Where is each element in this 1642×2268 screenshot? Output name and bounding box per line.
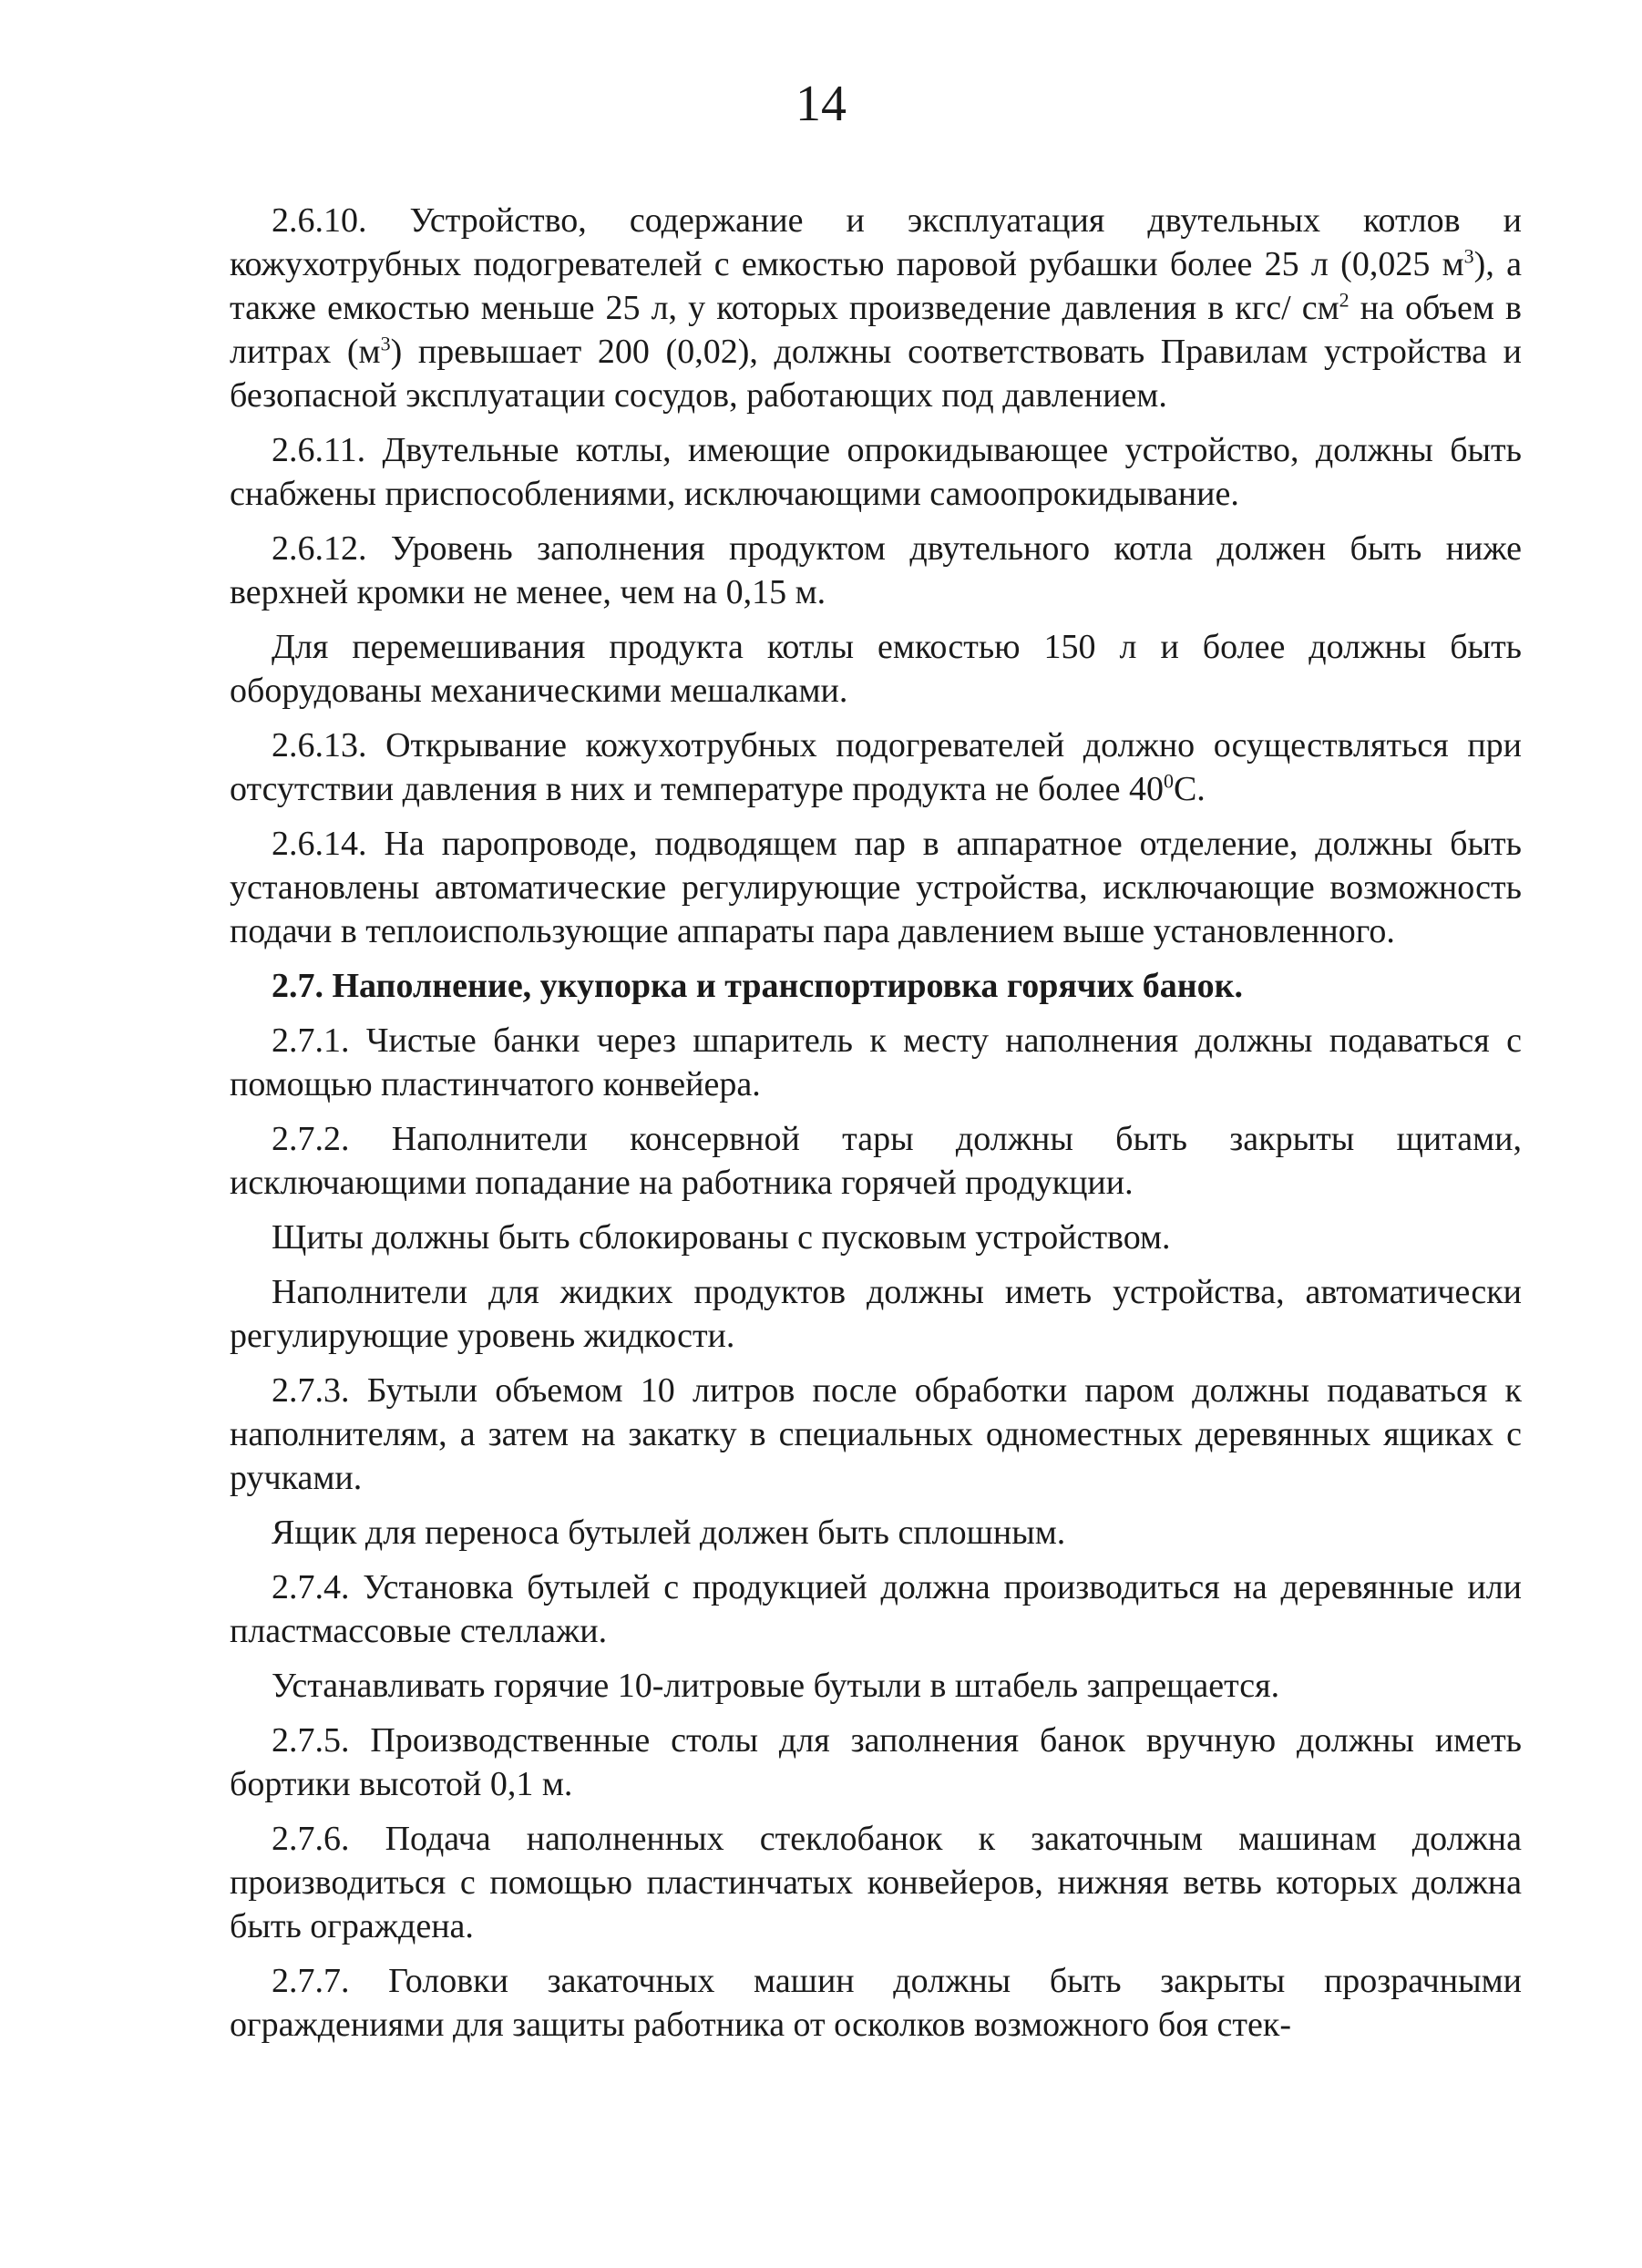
paragraph: 2.6.10. Устройство, содержание и эксплуатация двутельных котлов и кожухотрубных подогревателей с емкостью паровой рубашки более 25 л (0,025 $м^3$), а также емкостью меньше 25 л, у которых произведение давления в кгс/ $см^2$ на объем в литрах $(м^3)$ превышает 200 (0,02), должны соответствовать Правилам устройства и безопасной эксплуатации сосудов, работающих под давлением. — [230, 201, 1522, 415]
paragraph: 2.7.5. Производственные столы для заполнения банок вручную должны иметь бортики высотой 0,1 м. — [230, 1721, 1522, 1803]
section-heading: 2.7. Наполнение, укупорка и транспортировка горячих банок. — [272, 967, 1244, 1005]
paragraph: Наполнители для жидких продуктов должны иметь устройства, автоматически регулирующие уровень жидкости. — [230, 1273, 1522, 1355]
paragraph: 2.7.1. Чистые банки через шпаритель к месту наполнения должны подаваться с помощью пластинчатого конвейера. — [230, 1021, 1522, 1103]
paragraph: 2.7.3. Бутыли объемом 10 литров после обработки паром должны подаваться к наполнителям, а затем на закатку в специальных одноместных деревянных ящиках с ручками. — [230, 1371, 1522, 1497]
paragraph: Ящик для переноса бутылей должен быть сплошным. — [272, 1514, 1066, 1552]
paragraph: 2.6.12. Уровень заполнения продуктом двутельного котла должен быть ниже верхней кромки не менее, чем на 0,15 м. — [230, 529, 1522, 611]
paragraph: 2.6.13. Открывание кожухотрубных подогревателей должно осуществляться при отсутствии давления в них и температуре продукта не более $40^0С$. — [230, 726, 1522, 808]
paragraph: 2.7.7. Головки закаточных машин должны быть закрыты прозрачными ограждениями для защиты работника от осколков возможного боя стек- — [230, 1962, 1522, 2044]
paragraph: Для перемешивания продукта котлы емкостью 150 л и более должны быть оборудованы механическими мешалками. — [230, 628, 1522, 710]
page-number: 14 — [795, 76, 847, 132]
paragraph: 2.7.2. Наполнители консервной тары должны быть закрыты щитами, исключающими попадание на работника горячей продукции. — [230, 1120, 1522, 1202]
paragraph: 2.7.6. Подача наполненных стеклобанок к закаточным машинам должна производиться с помощью пластинчатых конвейеров, нижняя ветвь которых должна быть ограждена. — [230, 1820, 1522, 1945]
paragraph: 2.7.4. Установка бутылей с продукцией должна производиться на деревянные или пластмассовые стеллажи. — [230, 1568, 1522, 1650]
paragraph: Щиты должны быть сблокированы с пусковым устройством. — [272, 1218, 1171, 1257]
paragraph: 2.6.14. На паропроводе, подводящем пар в аппаратное отделение, должны быть установлены автоматические регулирующие устройства, исключающие возможность подачи в теплоиспользующие аппараты пара давлением выше установленного. — [230, 825, 1522, 950]
document-body — [230, 199, 1522, 2058]
paragraph: 2.6.11. Двутельные котлы, имеющие опрокидывающее устройство, должны быть снабжены приспособлениями, исключающими самоопрокидывание. — [230, 431, 1522, 513]
paragraph: Устанавливать горячие 10-литровые бутыли в штабель запрещается. — [272, 1667, 1280, 1705]
